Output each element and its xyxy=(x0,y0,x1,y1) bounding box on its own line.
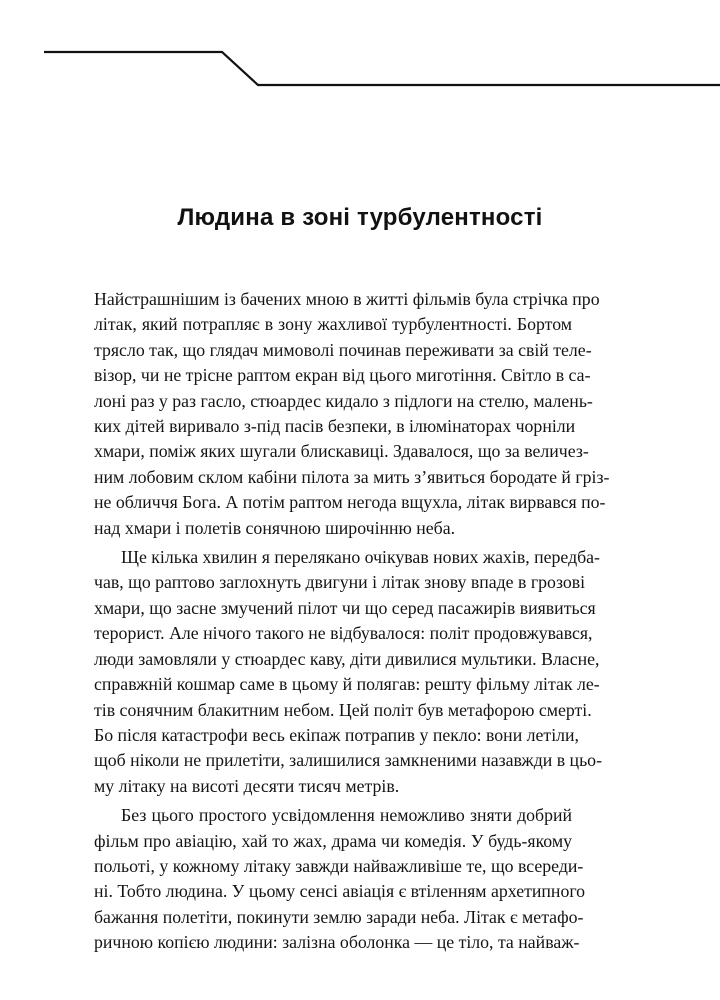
body-text xyxy=(94,287,610,956)
text-line: ним лобовим склом кабіни пілота за мить з’явиться бородате й грiз- xyxy=(94,466,610,487)
text-line: літак, який потрапляє в зону жахливої турбулентності. Бортом xyxy=(94,314,572,335)
text-line: візор, чи не трісне раптом екран від цього миготіння. Світло в са- xyxy=(94,365,591,386)
text-line: трясло так, що глядач мимоволі починав переживати за свій теле- xyxy=(94,339,592,360)
paragraph-2 xyxy=(94,545,602,799)
text-line: ких дітей виривало з-під пасів безпеки, в ілюмінаторах чорніли xyxy=(94,416,576,437)
text-line: ні. Тобто людина. У цьому сенсі авіація є втіленням архетипного xyxy=(94,881,586,902)
text-line: Без цього простого усвідомлення неможливо зняти добрий xyxy=(121,805,572,826)
text-line: бажання полетіти, покинути землю заради неба. Літак є метафо- xyxy=(94,906,584,927)
text-line: терорист. Але нічого такого не відбувалося: політ продовжувався, xyxy=(94,623,593,644)
text-line: Ще кілька хвилин я перелякано очікував нових жахів, передба- xyxy=(121,547,600,568)
paragraph-1 xyxy=(94,287,610,541)
text-line: тів сонячним блакитним небом. Цей політ був метафорою смерті. xyxy=(94,699,592,720)
text-line: чав, що раптово заглохнуть двигуни і літак знову впаде в грозові xyxy=(94,572,586,593)
text-line: му літаку на висоті десяти тисяч метрів. xyxy=(94,775,400,796)
text-line: Бо після катастрофи весь екіпаж потрапив у пекло: вони летіли, xyxy=(94,724,579,745)
header-decorative-rule xyxy=(0,0,720,100)
text-line: фільм про авіацію, хай то жах, драма чи комедія. У будь-якому xyxy=(94,830,572,851)
text-line: над хмари і полетів сонячною широчінню неба. xyxy=(94,517,456,538)
text-line: справжній кошмар саме в цьому й полягав: решту фільму літак ле- xyxy=(94,674,600,695)
text-line: хмари, поміж яких шугали блискавиці. Здавалося, що за величез- xyxy=(94,441,589,462)
text-line: не обличчя Бога. А потім раптом негода вщухла, літак вирвався по- xyxy=(94,492,606,513)
text-line: лоні раз у раз гасло, стюардес кидало з підлоги на стелю, малень- xyxy=(94,390,593,411)
text-line: ричною копією людини: залізна оболонка — це тіло, та найваж- xyxy=(94,932,580,953)
paragraph-3 xyxy=(94,803,586,955)
text-line: люди замовляли у стюардес каву, діти дивилися мультики. Власне, xyxy=(94,648,600,669)
text-line: хмари, що засне змучений пілот чи що серед пасажирів виявиться xyxy=(94,597,596,618)
chapter-title: Людина в зоні турбулентності xyxy=(177,204,543,231)
text-line: щоб ніколи не прилетіти, залишилися замкненими назавжди в цьо- xyxy=(94,750,602,771)
text-line: Найстрашнішим із бачених мною в житті фільмів була стрічка про xyxy=(94,289,600,309)
text-line: польоті, у кожному літаку завжди найважливіше те, що всереди- xyxy=(94,855,584,876)
